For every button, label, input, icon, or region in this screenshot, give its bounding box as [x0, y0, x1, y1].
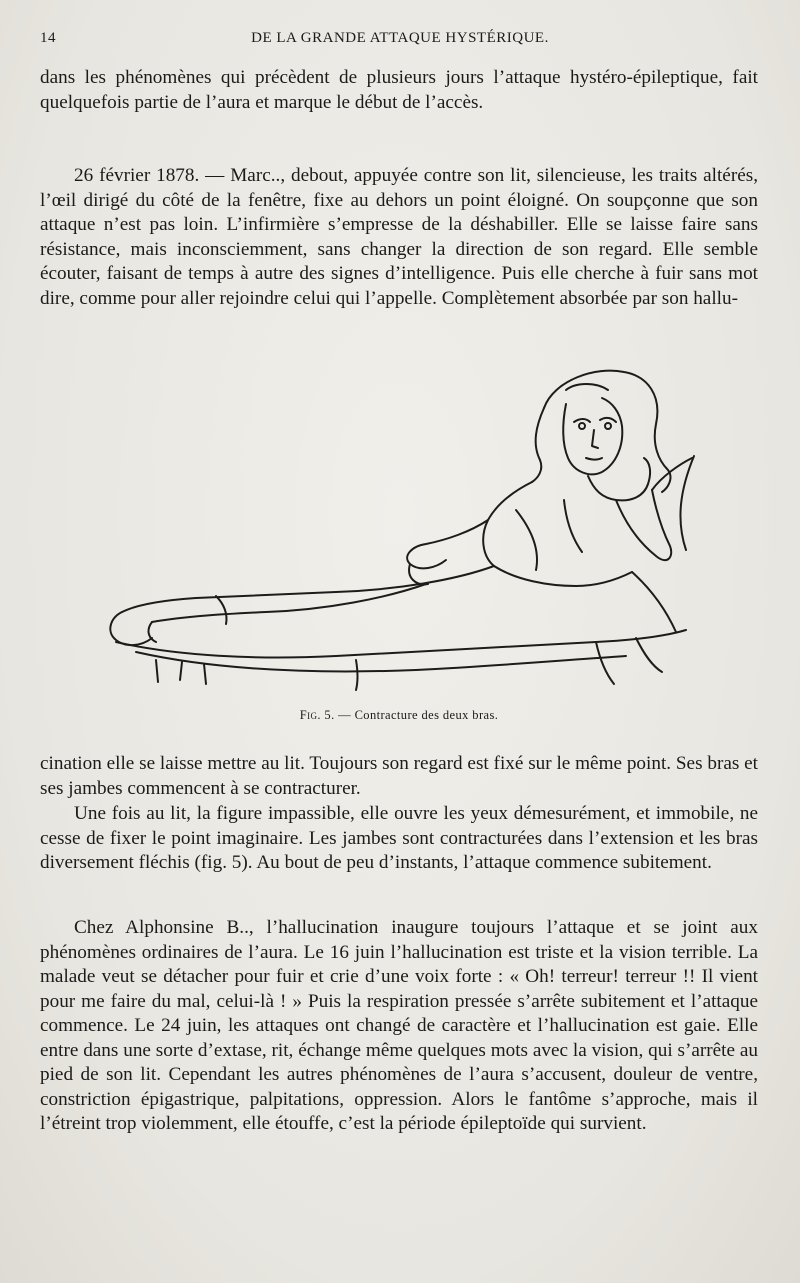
paragraph-4: Une fois au lit, la figure impassible, elle ouvre les yeux démesurément, et immobile, ne cesse de fixer le point imaginaire. Les jambes sont contracturées dans l’extension et les bras diversement fléchis (fig. 5). Au bout de peu d’instants, l’attaque commence subitement.	[40, 803, 758, 873]
page-number: 14	[40, 30, 56, 46]
figure-raised-arm	[588, 458, 650, 500]
caption-dash: —	[338, 708, 352, 722]
figure-caption	[40, 708, 758, 723]
paragraph-1: dans les phénomènes qui précèdent de plusieurs jours l’attaque hystéro-épileptique, fait quelquefois partie de l’aura et marque le début de l’accès.	[40, 67, 758, 113]
figure-number: Fig. 5.	[299, 708, 335, 722]
figure-legs	[122, 566, 494, 612]
bed-sheet	[116, 630, 686, 657]
paragraph-5: Chez Alphonsine B.., l’hallucination inaugure toujours l’attaque et se joint aux phénomènes ordinaires de l’aura. Le 16 juin l’hallucination est triste et la vision terrible. La malade veut se détacher pour fuir et crie d’une voix forte : « Oh! terreur! terreur !! Il vient pour me faire du mal, celui-là ! » Puis la respiration pressée s’arrête subitement et l’attaque commence. Le 24 juin, les attaques ont changé de caractère et l’hallucination est gaie. Elle entre dans une sorte d’extase, rit, échange même quelques mots avec la vision, qui s’arrête au pied de son lit. Cependant les autres phénomènes de l’aura s’accusent, douleur de ventre, constriction épigastrique, palpitations, oppression. Alors le fantôme s’approche, mais il l’étreint trop violemment, elle étouffe, c’est la période épileptoïde qui survient.	[40, 917, 758, 1134]
running-header	[40, 30, 760, 50]
figure-illustration	[96, 360, 736, 700]
running-title: DE LA GRANDE ATTAQUE HYSTÉRIQUE.	[251, 30, 549, 46]
paragraph-2: 26 février 1878. — Marc.., debout, appuyée contre son lit, silencieuse, les traits altérés, l’œil dirigé du côté de la fenêtre, fixe au dehors un point éloigné. On soupçonne que son attaque n’est pas loin. L’infirmière s’empresse de la déshabiller. Elle se laisse faire sans résistance, mais inconsciemment, sans changer la direction de son regard. Elle semble écouter, faisant de temps à autre des signes d’intelligence. Puis elle cherche à fuir sans mot dire, comme pour aller rejoindre celui qui l’appelle. Complètement absorbée par son hallu-	[40, 165, 758, 309]
paragraph-3: cination elle se laisse mettre au lit. Toujours son regard est fixé sur le même point. Ses bras et ses jambes commencent à se contracturer.	[40, 753, 758, 799]
caption-text: Contracture des deux bras.	[354, 708, 499, 722]
